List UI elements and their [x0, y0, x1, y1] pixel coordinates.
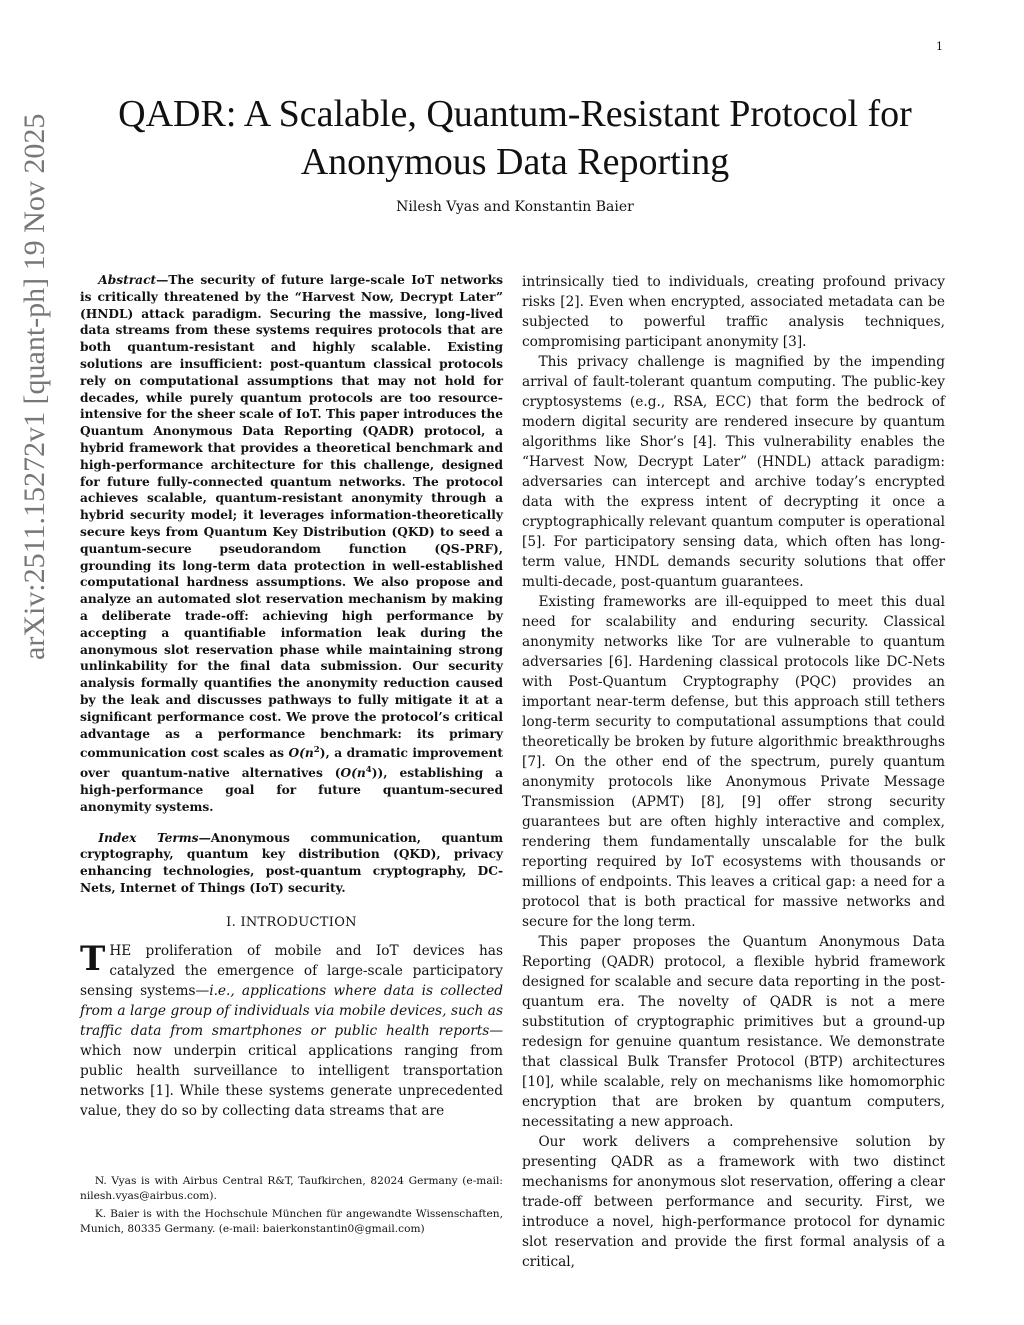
section-heading-introduction: I. INTRODUCTION: [226, 914, 357, 930]
paper-title: QADR: A Scalable, Quantum-Resistant Protocol for Anonymous Data Reporting: [118, 93, 912, 183]
right-paragraph-1: This privacy challenge is magnified by the impending arrival of fault-tolerant quantum computing. The public-key cryptosystems (e.g., RSA, ECC) that form the bedrock of modern digital security are rendered insecure by quantum algorithms like Shor’s [4]. This vulnerability enables the “Harvest Now, Decrypt Later” (HNDL) attack paradigm: adversaries can intercept and archive today’s encrypted data with the express intent of decrypting it once a cryptographically relevant quantum computer is operational [5]. For participatory sensing data, which often has long-term value, HNDL demands security solutions that offer multi-decade, post-quantum guarantees.: [522, 354, 945, 590]
abstract-text-3: )), establishing a high-performance goal for future quantum-secured anonymity systems.: [80, 766, 503, 814]
right-column: [522, 272, 945, 1272]
arxiv-identifier: arXiv:2511.15272v1 [quant-ph] 19 Nov 2025: [18, 113, 51, 660]
dropcap-letter: T: [80, 938, 106, 979]
abstract-lead: Abstract: [98, 273, 157, 287]
index-terms-lead: Index Terms: [98, 830, 199, 845]
abstract-math-1: O(n: [288, 746, 314, 761]
footnote-vyas: N. Vyas is with Airbus Central R&T, Taufkirchen, 82024 Germany (e-mail: nilesh.vyas@airbus.com).: [80, 1175, 503, 1202]
abstract-text-1: —The security of future large-scale IoT networks is critically threatened by the “Harvest Now, Decrypt Later” (HNDL) attack paradigm. Securing the massive, long-lived data streams from these systems requires protocols that are both quantum-resistant and highly scalable. Existing solutions are insufficient: post-quantum classical protocols rely on computational assumptions that may not hold for decades, while purely quantum protocols are too resource-intensive for the sheer scale of IoT. This paper introduces the Quantum Anonymous Data Reporting (QADR) protocol, a hybrid framework that provides a theoretical benchmark and high-performance architecture for this challenge, designed for future fully-connected quantum networks. The protocol achieves scalable, quantum-resistant anonymity through a hybrid security model; it leverages information-theoretically secure keys from Quantum Key Distribution (QKD) to seed a quantum-secure pseudorandom function (QS-PRF), grounding its long-term data protection in well-established computational hardness assumptions. We also propose and analyze an automated slot reservation mechanism by making a deliberate trade-off: achieving high performance by accepting a quantifiable information leak during the anonymous slot reservation phase while maintaining strong unlinkability for the final data submission. Our security analysis formally quantifies the anonymity reduction caused by the leak and discusses pathways to fully mitigate it at a significant performance cost. We prove the protocol’s critical advantage as a performance benchmark: its primary communication cost scales as: [80, 273, 503, 761]
left-column: [80, 272, 503, 1121]
abstract-math-2: O(n: [340, 766, 366, 781]
abstract-text-2: ), a dramatic improvement over quantum-native alternatives (: [80, 746, 503, 781]
right-paragraph-4: Our work delivers a comprehensive solution by presenting QADR as a framework with two distinct mechanisms for anonymous slot reservation, offering a clear trade-off between performance and security. First, we introduce a novel, high-performance protocol for dynamic slot reservation and provide the first formal analysis of a critical,: [522, 1134, 945, 1270]
author-footnotes: [80, 1174, 503, 1240]
index-terms: [80, 830, 503, 897]
abstract-exponent-2: 4: [365, 765, 372, 776]
right-paragraph-3: This paper proposes the Quantum Anonymous Data Reporting (QADR) protocol, a flexible hybrid framework designed for scalable and secure data reporting in the post-quantum era. The novelty of QADR is not a mere substitution of cryptographic primitives but a ground-up redesign for genuine quantum resistance. We demonstrate that classical Bulk Transfer Protocol (BTP) architectures [10], while scalable, rely on mechanisms like homomorphic encryption that are broken by quantum computers, necessitating a new approach.: [522, 934, 945, 1130]
right-paragraph-2: Existing frameworks are ill-equipped to meet this dual need for scalability and enduring security. Classical anonymity networks like Tor are vulnerable to quantum adversaries [6]. Hardening classical protocols like DC-Nets with Post-Quantum Cryptography (PQC) provides an important near-term defense, but this approach still tethers long-term security to computational assumptions that could theoretically be broken by future algorithmic breakthroughs [7]. On the other end of the spectrum, purely quantum anonymity protocols like Anonymous Private Message Transmission (APMT) [8], [9] offer strong security guarantees but are often highly interactive and complex, rendering them fundamentally unscalable for the bulk reporting required by IoT ecosystems with thousands or millions of endpoints. This leaves a critical gap: a need for a protocol that is both practical for massive networks and secure for the long term.: [522, 594, 945, 930]
abstract: [80, 272, 503, 816]
paper-authors: Nilesh Vyas and Konstantin Baier: [396, 199, 634, 215]
footnote-baier: K. Baier is with the Hochschule München für angewandte Wissenschaften, Munich, 80335 Germany. (e-mail: baierkonstantin0@gmail.com): [80, 1208, 503, 1235]
page-number: 1: [936, 40, 943, 53]
index-terms-text: —Anonymous communication, quantum cryptography, quantum key distribution (QKD), privacy enhancing technologies, post-quantum cryptography, DC-Nets, Internet of Things (IoT) security.: [80, 830, 504, 896]
intro-text-1: HE proliferation of mobile and IoT devices has catalyzed the emergence of large-scale participatory sensing systems—: [80, 942, 503, 999]
intro-italic-text: i.e., applications where data is collected from a large group of individuals via mobile devices, such as traffic data from smartphones or public health reports: [80, 982, 504, 1039]
right-paragraph-0: intrinsically tied to individuals, creating profound privacy risks [2]. Even when encrypted, associated metadata can be subjected to powerful traffic analysis techniques, compromising participant anonymity [3].: [522, 274, 945, 350]
intro-paragraph: [80, 938, 504, 1121]
intro-text-2: — which now underpin critical applications ranging from public health surveillance to intelligent transportation networks [1]. While these systems generate unprecedented value, they do so by collecting data streams that are: [80, 1022, 503, 1119]
abstract-exponent-1: 2: [313, 745, 320, 756]
